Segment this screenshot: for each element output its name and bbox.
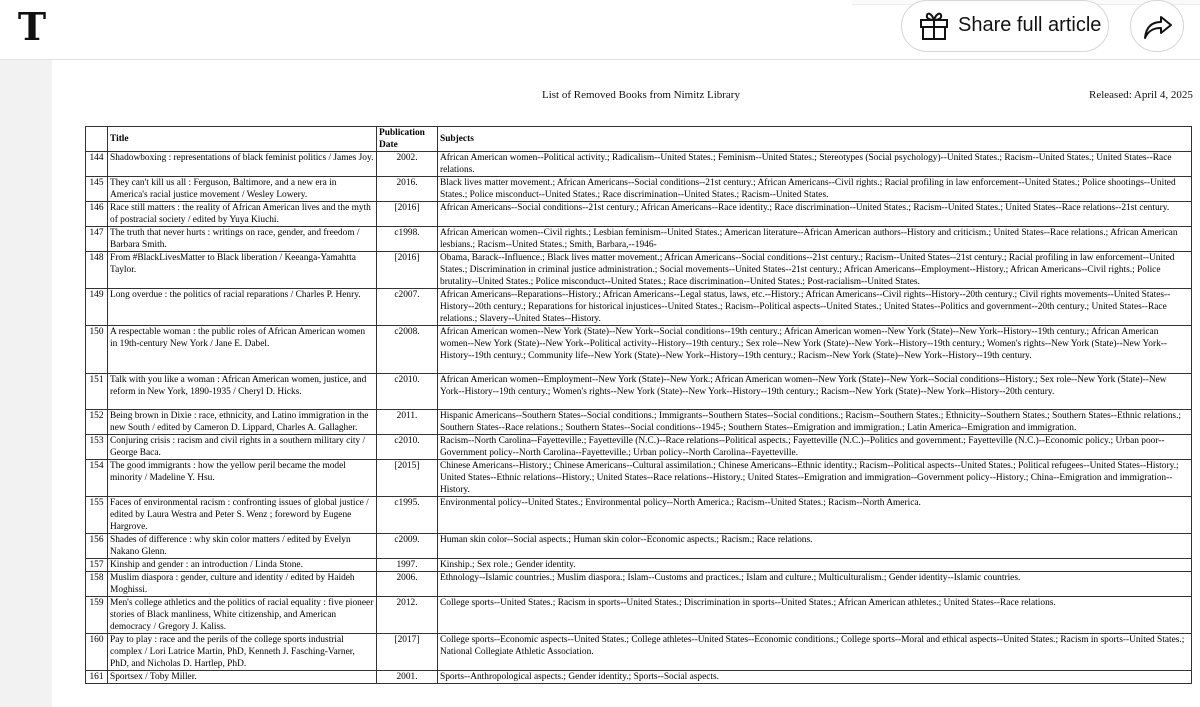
book-subjects: Racism--North Carolina--Fayetteville.; Fayetteville (N.C.)--Race relations--Political aspects.; Fayetteville (N.C.)--Politics and government.; Fayetteville (N.C.)--Economic policy.; Urban poor--Government policy--North Carolina--Fayetteville.; Urban policy--North Carolina--Fayetteville. <box>438 435 1192 460</box>
row-number: 149 <box>86 289 108 326</box>
row-number: 147 <box>86 227 108 252</box>
row-number: 158 <box>86 572 108 597</box>
table-row <box>86 152 1192 177</box>
column-header-title: Title <box>108 127 377 152</box>
book-subjects: Sports--Anthropological aspects.; Gender identity.; Sports--Social aspects. <box>438 671 1192 684</box>
publication-date: 2001. <box>377 671 438 684</box>
publication-date: c2007. <box>377 289 438 326</box>
table-row <box>86 177 1192 202</box>
book-subjects: Hispanic Americans--Southern States--Social conditions.; Immigrants--Southern States--Social conditions.; Racism--Southern States.; Ethnicity--Southern States.; Southern States--Ethnic relations.; Southern States--Race relations.; Southern States--Social conditions--1945-; Southern States--Emigration and immigration.; Latin America--Emigration and immigration. <box>438 410 1192 435</box>
book-subjects: African American women--Civil rights.; Lesbian feminism--United States.; American literature--African American authors--History and criticism.; United States--Race relations.; African American lesbians.; Racism--United States.; Smith, Barbara,--1946- <box>438 227 1192 252</box>
table-row <box>86 559 1192 572</box>
publication-date: 2012. <box>377 597 438 634</box>
book-subjects: Chinese Americans--History.; Chinese Americans--Cultural assimilation.; Chinese Americans--Ethnic identity.; Racism--Political aspects--United States.; Political refugees--United States--History.; United States--Ethnic relations--History.; United States--Race relations--History.; United States--Emigration and immigration--Government policy--History.; China--Emigration and immigration--History. <box>438 460 1192 497</box>
book-subjects: Human skin color--Social aspects.; Human skin color--Economic aspects.; Racism.; Race relations. <box>438 534 1192 559</box>
row-number: 156 <box>86 534 108 559</box>
share-article-button[interactable] <box>901 0 1109 52</box>
book-title: Long overdue : the politics of racial reparations / Charles P. Henry. <box>108 289 377 326</box>
publication-date: 1997. <box>377 559 438 572</box>
column-header-publication-date: Publication Date <box>377 127 438 152</box>
nyt-logo[interactable]: T <box>17 4 47 49</box>
book-subjects: African American women--Employment--New York (State)--New York.; African American women--New York (State)--New York--Social conditions--History.; Sex role--New York (State)--New York--History--19th century.; Women's rights--New York (State)--New York--History--19th century.; Racism--New York (State)--New York--History--20th century. <box>438 374 1192 410</box>
book-title: Sportsex / Toby Miller. <box>108 671 377 684</box>
publication-date: c2010. <box>377 435 438 460</box>
table-row <box>86 202 1192 227</box>
publication-date: c2010. <box>377 374 438 410</box>
table-row <box>86 374 1192 410</box>
book-title: Conjuring crisis : racism and civil rights in a southern military city / George Baca. <box>108 435 377 460</box>
row-number: 152 <box>86 410 108 435</box>
book-title: Race still matters : the reality of African American lives and the myth of postracial society / edited by Yuya Kiuchi. <box>108 202 377 227</box>
row-number: 151 <box>86 374 108 410</box>
row-number: 159 <box>86 597 108 634</box>
book-subjects: African Americans--Reparations--History.; African Americans--Legal status, laws, etc.--History.; African Americans--Civil rights--History--20th century.; Civil rights movements--United States--History--20th century.; Reparations for historical injustices--United States.; Racism--Political aspects--United States.; United States--Politics and government--20th century.; United States--Race relations.; Slavery--United States--History. <box>438 289 1192 326</box>
table-row <box>86 410 1192 435</box>
book-title: Muslim diaspora : gender, culture and identity / edited by Haideh Moghissi. <box>108 572 377 597</box>
book-title: A respectable woman : the public roles of African American women in 19th-century New York / Jane E. Dabel. <box>108 326 377 374</box>
book-title: Talk with you like a woman : African American women, justice, and reform in New York, 1890-1935 / Cheryl D. Hicks. <box>108 374 377 410</box>
book-title: Shades of difference : why skin color matters / edited by Evelyn Nakano Glenn. <box>108 534 377 559</box>
book-title: Kinship and gender : an introduction / Linda Stone. <box>108 559 377 572</box>
table-row <box>86 435 1192 460</box>
book-subjects: College sports--United States.; Racism in sports--United States.; Discrimination in sports--United States.; African American athletes.; United States--Race relations. <box>438 597 1192 634</box>
row-number: 145 <box>86 177 108 202</box>
table-row <box>86 227 1192 252</box>
book-subjects: African American women--Political activity.; Radicalism--United States.; Feminism--United States.; Stereotypes (Social psychology)--United States.; Racism--United States.; United States--Race relations. <box>438 152 1192 177</box>
book-subjects: Black lives matter movement.; African Americans--Social conditions--21st century.; African Americans--Civil rights.; Racial profiling in law enforcement--United States.; Police shootings--United States.; Police misconduct--United States.; Race discrimination--United States.; Racism--United States. <box>438 177 1192 202</box>
table-row <box>86 326 1192 374</box>
publication-date: c2008. <box>377 326 438 374</box>
release-date: Released: April 4, 2025 <box>1089 89 1193 101</box>
publication-date: c2009. <box>377 534 438 559</box>
table-row <box>86 252 1192 289</box>
removed-books-table <box>85 126 1192 684</box>
row-number: 150 <box>86 326 108 374</box>
row-number: 144 <box>86 152 108 177</box>
publication-date: [2017] <box>377 634 438 671</box>
table-row <box>86 460 1192 497</box>
book-subjects: Kinship.; Sex role.; Gender identity. <box>438 559 1192 572</box>
row-number: 154 <box>86 460 108 497</box>
book-title: The truth that never hurts : writings on race, gender, and freedom / Barbara Smith. <box>108 227 377 252</box>
publication-date: 2002. <box>377 152 438 177</box>
row-number: 155 <box>86 497 108 534</box>
row-number: 146 <box>86 202 108 227</box>
book-title: Men's college athletics and the politics of racial equality : five pioneer stories of Black manliness, White citizenship, and American democracy / Gregory J. Kaliss. <box>108 597 377 634</box>
row-number: 157 <box>86 559 108 572</box>
row-number: 153 <box>86 435 108 460</box>
column-header-number <box>86 127 108 152</box>
gift-icon <box>919 11 949 46</box>
book-subjects: Environmental policy--United States.; Environmental policy--North America.; Racism--United States.; Racism--North America. <box>438 497 1192 534</box>
book-subjects: African American women--New York (State)--New York--Social conditions--19th century.; African American women--New York (State)--New York--History--19th century.; African American women--New York (State)--New York--Political activity--History--19th century.; Sex role--New York (State)--New York--History--19th century.; Women's rights--New York (State)--New York--History--19th century.; Community life--New York (State)--New York--History--19th century.; Racism--New York (State)--New York--History--19th century. <box>438 326 1192 374</box>
column-header-subjects: Subjects <box>438 127 1192 152</box>
book-title: The good immigrants : how the yellow peril became the model minority / Madeline Y. Hsu. <box>108 460 377 497</box>
table-header-row <box>86 127 1192 152</box>
forward-share-button[interactable] <box>1130 0 1184 52</box>
publication-date: 2011. <box>377 410 438 435</box>
table-row <box>86 597 1192 634</box>
row-number: 160 <box>86 634 108 671</box>
book-title: Pay to play : race and the perils of the college sports industrial complex / Lori Latrice Martin, PhD, Kenneth J. Fasching-Varner, PhD, and Nicholas D. Hartlep, PhD. <box>108 634 377 671</box>
book-subjects: African Americans--Social conditions--21st century.; African Americans--Race identity.; Race discrimination--United States.; Racism--United States.; United States--Race relations--21st century. <box>438 202 1192 227</box>
book-title: They can't kill us all : Ferguson, Baltimore, and a new era in America's racial justice movement / Wesley Lowery. <box>108 177 377 202</box>
share-button-label: Share full article <box>958 14 1102 36</box>
publication-date: c1998. <box>377 227 438 252</box>
publication-date: [2016] <box>377 202 438 227</box>
top-bar <box>0 0 1200 60</box>
table-row <box>86 289 1192 326</box>
row-number: 161 <box>86 671 108 684</box>
table-body <box>86 152 1192 684</box>
table-row <box>86 534 1192 559</box>
table-row <box>86 634 1192 671</box>
book-subjects: College sports--Economic aspects--United States.; College athletes--United States--Economic conditions.; College sports--Moral and ethical aspects--United States.; Racism in sports--United States.; National Collegiate Athletic Association. <box>438 634 1192 671</box>
book-title: Shadowboxing : representations of black feminist politics / James Joy. <box>108 152 377 177</box>
book-title: Being brown in Dixie : race, ethnicity, and Latino immigration in the new South / edited by Cameron D. Lippard, Charles A. Gallagher. <box>108 410 377 435</box>
book-title: From #BlackLivesMatter to Black liberation / Keeanga-Yamahtta Taylor. <box>108 252 377 289</box>
publication-date: 2006. <box>377 572 438 597</box>
table-row <box>86 497 1192 534</box>
document-page <box>52 60 1200 707</box>
row-number: 148 <box>86 252 108 289</box>
publication-date: c1995. <box>377 497 438 534</box>
publication-date: [2016] <box>377 252 438 289</box>
document-title: List of Removed Books from Nimitz Library <box>542 89 740 101</box>
table-row <box>86 671 1192 684</box>
book-title: Faces of environmental racism : confronting issues of global justice / edited by Laura Westra and Peter S. Wenz ; foreword by Eugene Hargrove. <box>108 497 377 534</box>
publication-date: 2016. <box>377 177 438 202</box>
publication-date: [2015] <box>377 460 438 497</box>
table-row <box>86 572 1192 597</box>
book-subjects: Ethnology--Islamic countries.; Muslim diaspora.; Islam--Customs and practices.; Islam and culture.; Multiculturalism.; Gender identity--Islamic countries. <box>438 572 1192 597</box>
book-subjects: Obama, Barack--Influence.; Black lives matter movement.; African Americans--Social conditions--21st century.; Racism--United States--21st century.; Racial profiling in law enforcement--United States.; Discrimination in criminal justice administration.; Social movements--United States--21st century.; African Americans--Employment--History.; African Americans--Civil rights.; Police brutality--United States.; Police misconduct--United States.; Race discrimination--United States.; Post-racialism--United States. <box>438 252 1192 289</box>
